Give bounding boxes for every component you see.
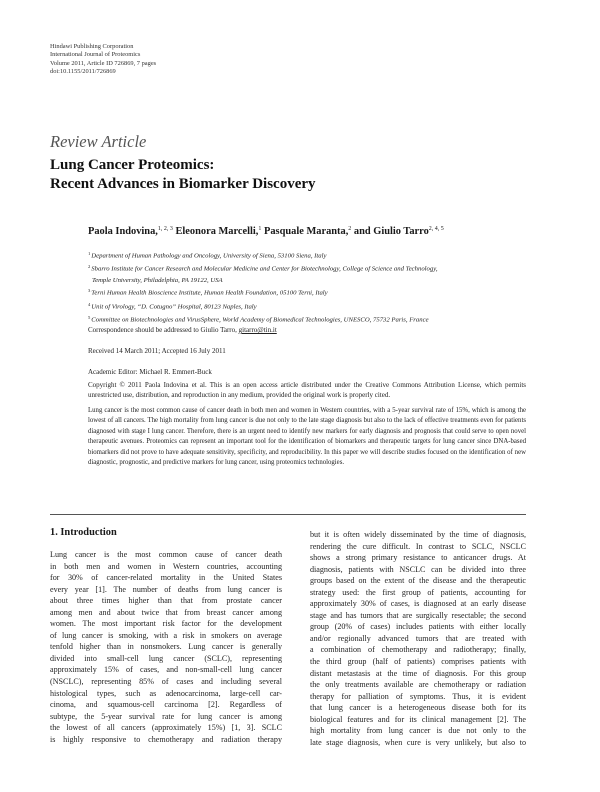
- body-text-line: the lowest of all cancers (approximately 15%) [1, 3]. SCLC: [50, 723, 282, 733]
- author-name: Paola Indovina,: [88, 226, 158, 237]
- body-text-line: late stage diagnosis, when cure is very unlikely, but also to: [310, 737, 526, 747]
- affiliation-2: $^2$Sbarro Institute for Cancer Research and Molecular Medicine and Center for Biotechnology, College of Science and Technology,: [88, 264, 438, 273]
- body-text-line: strategy used: the first group of patients, accounting for: [310, 587, 526, 597]
- body-text-line: in both men and women in Western countries, accounting: [50, 561, 282, 571]
- header-volume: Volume 2011, Article ID 726869, 7 pages: [50, 59, 157, 67]
- affiliation-5: $^5$Committee on Biotechnologies and VirusSphere, World Academy of Biomedical Technologies, UNESCO, 75732 Paris, France: [88, 314, 429, 324]
- body-text-line: the only treatments available are chemotherapy or radiation: [310, 680, 526, 690]
- body-text-line: (NSCLC), representing 85% of cases and including several: [50, 677, 282, 687]
- body-text-line: histological types, such as adenocarcinoma, large-cell car-: [50, 688, 282, 698]
- article-dates: Received 14 March 2011; Accepted 16 July 2011: [88, 347, 226, 355]
- body-text-line: distant metastasis at the time of diagnosis. For this group: [310, 668, 526, 678]
- body-text-line: subtype, the 5-year survival rate for lung cancer is among: [50, 711, 282, 721]
- body-text-line: shows a strong primary resistance to anticancer drugs. At: [310, 553, 526, 563]
- copyright-notice: Copyright © 2011 Paola Indovina et al. This is an open access article distributed under the Creative Commons Attribution License, which permits unrestricted use, distribution, and reproduction in any medium, provided the original work is properly cited.: [88, 381, 526, 400]
- article-title: [50, 156, 316, 194]
- author-name: Eleonora Marcelli,: [175, 226, 259, 237]
- body-text-line: and/or regionally advanced tumors that are treated with: [310, 633, 526, 643]
- affiliation-1: $^1$Department of Human Pathology and Oncology, University of Siena, 53100 Siena, Italy: [88, 251, 327, 260]
- header-journal: International Journal of Proteomics: [50, 51, 141, 59]
- body-text-line: groups based on the extent of the disease and the therapeutic: [310, 576, 526, 586]
- header-publisher: Hindawi Publishing Corporation: [50, 43, 134, 50]
- section-divider: [50, 514, 526, 515]
- affiliation-4: $^4$Unit of Virology, “D. Cotugno” Hospital, 80123 Naples, Italy: [88, 301, 257, 311]
- body-text-line: Lung cancer is the most common cause of cancer death: [50, 550, 282, 559]
- author-name: Pasquale Maranta,: [264, 226, 349, 237]
- body-text-line: is highly responsive to chemotherapy and radiation therapy: [50, 734, 282, 744]
- author-name: and Giulio Tarro: [353, 226, 429, 237]
- body-text-line: stage and has tumors that are surgically resectable; the second: [310, 610, 526, 620]
- body-text-line: high mortality from lung cancer is due not only to the: [310, 726, 526, 736]
- body-text-line: diagnosis, patients with NSCLC can be divided into three: [310, 564, 526, 574]
- body-text-line: biological features and for its clinical management [2]. The: [310, 714, 526, 724]
- body-text-line: every year [1]. The number of deaths from lung cancer is: [50, 584, 282, 594]
- body-text-line: the third group (half of patients) comprises patients with: [310, 657, 526, 667]
- affiliation-2-cont: Temple University, Philadelphia, PA 19122, USA: [92, 276, 223, 284]
- body-text-line: approximately 30% of cases, is diagnosed at an early disease: [310, 599, 526, 609]
- author-affil-ref: 2, 4, 5: [428, 226, 444, 232]
- academic-editor: Academic Editor: Michael R. Emmert-Buck: [88, 368, 212, 376]
- body-text-line: therapy for palliation of symptoms. Thus, it is evident: [310, 691, 526, 701]
- body-text-line: group (20% of cases) includes patients with either locally: [310, 622, 526, 632]
- author-affil-ref: 1, 2, 3: [157, 226, 173, 232]
- body-column-right: [310, 529, 526, 748]
- body-text-line: of lung cancer is smoking, with a risk in smokers on average: [50, 630, 282, 640]
- correspondence: [88, 326, 277, 334]
- author-affil-ref: 2: [348, 226, 352, 232]
- abstract: Lung cancer is the most common cause of cancer death in both men and women in Western countries, with a 5-year survival rate of 15%, which is among the lowest of all cancers. The high mortality from lung cancer is due not only to the late stage diagnosis but also to the lack of effective treatments even for patients diagnosed with stage I lung cancer. Therefore, there is an urgent need to identify new markers for early diagnosis and prognosis that could serve to open novel therapeutic avenues. Proteomics can represent an important tool for the identification of biomarkers and therapeutic targets for lung cancer since DNA-based biomarkers did not prove to have adequate sensitivity, specificity, and reproducibility. In this paper we will describe studies focused on the identification of new diagnostic, prognostic, and predictive markers for lung cancer, using proteomics technologies.: [88, 407, 526, 467]
- correspondence-text: Correspondence should be addressed to Giulio Tarro,: [88, 326, 239, 334]
- body-text-line: rendering the cure difficult. In contrast to SCLC, NSCLC: [310, 541, 526, 551]
- author-affil-ref: 1: [258, 226, 262, 232]
- body-text-line: tenfold higher than in nonsmokers. Lung cancer is generally: [50, 642, 282, 652]
- body-text-line: about three times higher than that from prostate cancer: [50, 596, 282, 606]
- body-text-line: among men and about twice that from breast cancer among: [50, 607, 282, 617]
- body-text-line: divided into small-cell lung cancer (SCLC), representing: [50, 653, 282, 663]
- title-line-2: Recent Advances in Biomarker Discovery: [50, 176, 316, 192]
- section-heading: 1. Introduction: [50, 527, 117, 538]
- body-text-line: that lung cancer is a heterogeneous disease both for its: [310, 703, 526, 713]
- body-text-line: cinoma, and squamous-cell carcinoma [2]. Regardless of: [50, 700, 282, 710]
- body-text-line: approximately 15% of cases, and non-small-cell lung cancer: [50, 665, 282, 675]
- title-line-1: Lung Cancer Proteomics:: [50, 157, 215, 173]
- correspondence-email-link[interactable]: gitarro@tin.it: [238, 326, 277, 334]
- body-column-left: [50, 549, 282, 745]
- journal-header: [50, 43, 156, 77]
- body-text-line: women. The most important risk factor for the development: [50, 619, 282, 629]
- body-text-line: a combination of chemotherapy and radiotherapy; finally,: [310, 645, 526, 655]
- affiliations: [88, 249, 438, 326]
- body-text-line: for 30% of cancer-related mortality in the United States: [50, 573, 282, 583]
- body-text-line: but it is often widely disseminated by the time of diagnosis,: [310, 530, 526, 539]
- affiliation-3: $^3$Terni Human Health Bioscience Institute, Human Health Foundation, 05100 Terni, Italy: [88, 288, 328, 297]
- author-list: [88, 226, 444, 237]
- header-doi: doi:10.1155/2011/726869: [50, 68, 116, 76]
- article-type: Review Article: [50, 132, 147, 151]
